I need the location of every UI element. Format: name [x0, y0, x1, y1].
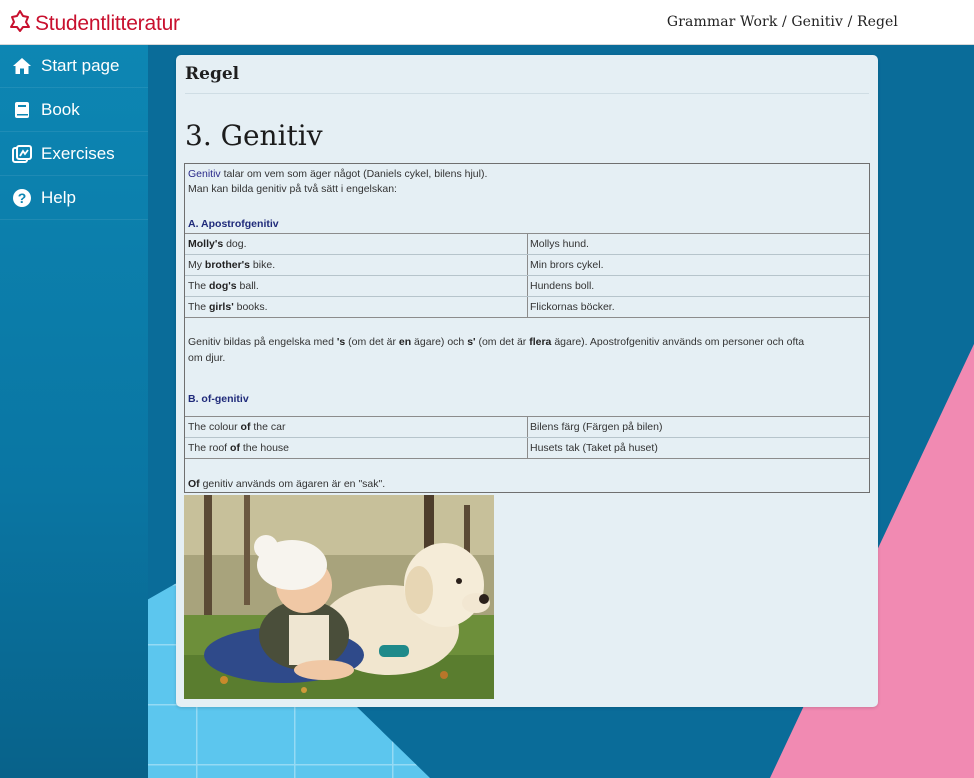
section-a-heading: A. Apostrofgenitiv — [188, 218, 279, 230]
boy-and-dog-photo — [184, 495, 494, 699]
sidebar-item-label: Start page — [41, 55, 120, 75]
sidebar-item-start-page[interactable] — [0, 44, 148, 88]
english-cell: The dog's ball. — [188, 280, 259, 292]
section-a-table — [185, 233, 869, 318]
logo-mark-icon — [8, 9, 32, 38]
section-a-note-line-1: Genitiv bildas på engelska med 's (om det är en ägare) och s' (om det är flera ägare). Apostrofgenitiv används om personer och ofta — [188, 336, 805, 348]
swedish-cell: Mollys hund. — [530, 238, 589, 250]
intro-line-1: Genitiv talar om vem som äger något (Daniels cykel, bilens hjul). — [188, 168, 488, 180]
english-cell: The girls' books. — [188, 301, 268, 313]
sidebar-item-help[interactable] — [0, 176, 148, 220]
svg-text:?: ? — [17, 189, 27, 206]
english-cell: My brother's bike. — [188, 259, 276, 271]
table-row — [185, 234, 869, 255]
panel-title: Regel — [185, 64, 240, 84]
table-row — [185, 438, 869, 459]
sidebar-item-book[interactable] — [0, 88, 148, 132]
grammar-document — [184, 163, 870, 493]
page-heading: 3. Genitiv — [185, 119, 323, 152]
table-row — [185, 417, 869, 438]
english-cell: Molly's dog. — [188, 238, 247, 250]
sidebar — [0, 44, 148, 778]
divider — [185, 93, 869, 94]
sidebar-item-label: Help — [41, 187, 76, 207]
home-icon — [11, 56, 33, 76]
english-cell: The colour of the car — [188, 421, 286, 433]
section-b-heading: B. of-genitiv — [188, 393, 249, 405]
breadcrumb: Grammar Work / Genitiv / Regel — [666, 14, 898, 30]
sidebar-item-label: Book — [41, 99, 80, 119]
swedish-cell: Hundens boll. — [530, 280, 595, 292]
section-b-table — [185, 416, 869, 459]
intro-line-2: Man kan bilda genitiv på två sätt i engelskan: — [188, 183, 397, 195]
swedish-cell: Husets tak (Taket på huset) — [530, 442, 658, 454]
section-b-note: Of genitiv används om ägaren är en "sak". — [188, 478, 386, 490]
logo[interactable] — [8, 9, 180, 38]
table-row — [185, 276, 869, 297]
genitiv-link[interactable]: Genitiv — [188, 168, 221, 180]
swedish-cell: Min brors cykel. — [530, 259, 604, 271]
book-icon — [11, 100, 33, 120]
swedish-cell: Bilens färg (Färgen på bilen) — [530, 421, 663, 433]
top-header — [0, 0, 974, 45]
help-icon — [11, 188, 33, 208]
logo-text: Studentlitteratur — [35, 11, 180, 35]
swedish-cell: Flickornas böcker. — [530, 301, 615, 313]
english-cell: The roof of the house — [188, 442, 289, 454]
table-row — [185, 297, 869, 318]
section-a-note-line-2: om djur. — [188, 352, 226, 364]
table-row — [185, 255, 869, 276]
exercises-icon — [11, 144, 33, 164]
sidebar-item-label: Exercises — [41, 143, 115, 163]
content-panel — [176, 55, 878, 707]
sidebar-item-exercises[interactable] — [0, 132, 148, 176]
